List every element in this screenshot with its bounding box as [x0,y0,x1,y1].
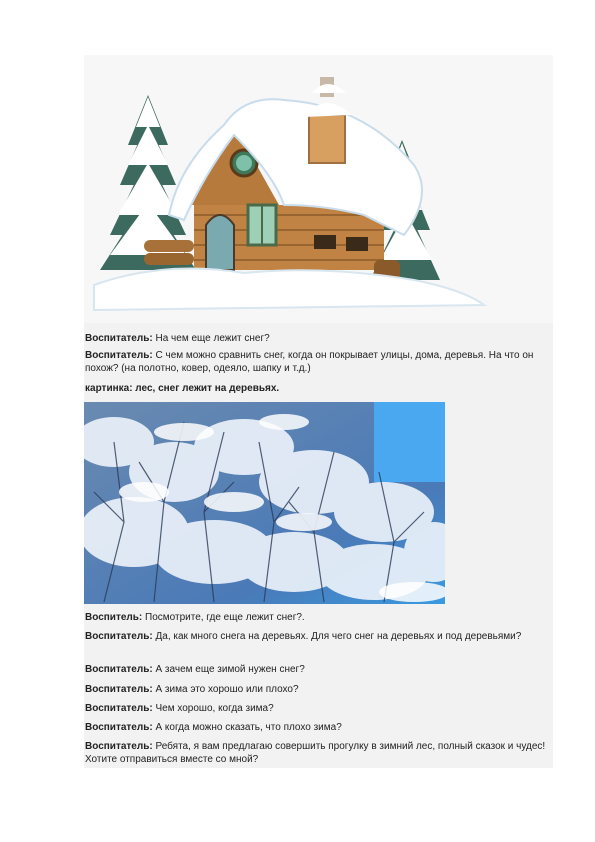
snowy-house-illustration [84,55,553,323]
paragraph-3-caption: картинка: лес, снег лежит на деревьях. [85,383,280,394]
page-content [84,55,553,768]
paragraph-4: Воспитель: Посмотрите, где еще лежит снег?. [85,612,305,623]
paragraph-6: Воспитатель: А зачем еще зимой нужен снег? [85,664,305,675]
house-door [206,215,234,270]
snowy-forest-photo [84,402,445,604]
paragraph-1: Воспитатель: На чем еще лежит снег? [85,333,270,344]
paragraph-7: Воспитатель: А зима это хорошо или плохо? [85,684,299,695]
paragraph-2: Воспитатель: С чем можно сравнить снег, когда он покрывает улицы, дома, деревья. На что он похож? (на полотно, ковер, одеяло, шапку и т.д.) [85,350,534,374]
paragraph-10: Воспитатель: Ребята, я вам предлагаю совершить прогулку в зимний лес, полный сказок и чудес! Хотите отправиться вместе со мной? [85,741,546,765]
paragraph-9: Воспитатель: А когда можно сказать, что плохо зима? [85,722,342,733]
paragraph-5: Воспитатель: Да, как много снега на деревьях. Для чего снег на деревьях и под деревьями? [85,631,522,642]
paragraph-8: Воспитатель: Чем хорошо, когда зима? [85,703,274,714]
